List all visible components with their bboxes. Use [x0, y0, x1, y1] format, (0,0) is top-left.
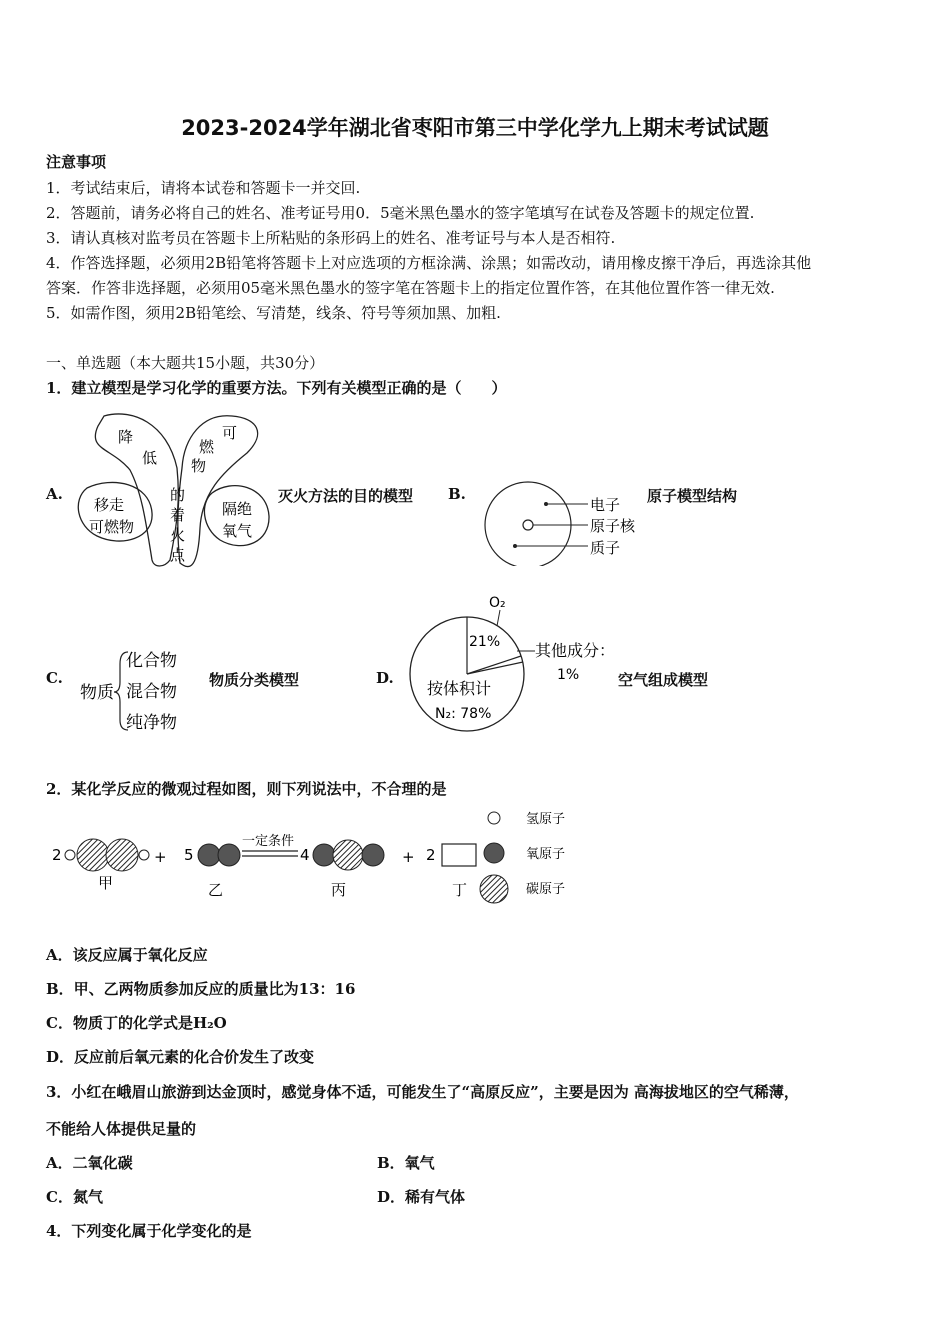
q1-option-b-caption: 原子模型结构 [647, 487, 738, 505]
notice-item-2: 2．答题前，请务必将自己的姓名、准考证号用0．5毫米黑色墨水的签字笔填写在试卷及答题卡的规定位置. [46, 204, 755, 222]
o-atom [218, 844, 240, 866]
q1-option-d-caption: 空气组成模型 [618, 671, 709, 689]
coef-ding: 2 [426, 846, 436, 864]
branch-left-char-1: 降 [118, 428, 134, 446]
n2-percent: N₂: 78% [435, 706, 492, 722]
section-heading: 一、单选题（本大题共15小题，共30分） [46, 354, 325, 372]
q1-option-c-caption: 物质分类模型 [209, 671, 300, 689]
q2-option-c: C．物质丁的化学式是H₂O [46, 1014, 227, 1032]
o-atom [313, 844, 335, 866]
name-bing: 丙 [331, 881, 347, 899]
unknown-molecule-box [442, 844, 476, 866]
proton-label: 质子 [590, 539, 621, 557]
legend-c-atom-icon [480, 875, 508, 903]
pie-slice-edge-other-2 [467, 662, 523, 674]
classification-root: 物质 [80, 683, 114, 703]
q3-option-a: A．二氧化碳 [46, 1154, 133, 1172]
legend-o-atom-icon [484, 843, 504, 863]
legend-h-atom-icon [488, 812, 500, 824]
coef-bing: 4 [300, 846, 310, 864]
q2-option-d: D．反应前后氧元素的化合价发生了改变 [46, 1048, 315, 1066]
legend-c-atom: 碳原子 [526, 882, 566, 897]
o2-percent: 21% [469, 634, 501, 650]
q1-option-c-label: C. [46, 669, 63, 687]
notice-item-4-cont: 答案．作答非选择题，必须用05毫米黑色墨水的签字笔在答题卡上的指定位置作答，在其他位置作答一律无效. [46, 279, 775, 297]
branch-left-char-2: 低 [142, 449, 158, 467]
q2-option-b: B．甲、乙两物质参加反应的质量比为13：16 [46, 980, 356, 998]
coef-yi: 5 [184, 846, 194, 864]
branch-right-char-3: 物 [191, 457, 207, 475]
air-composition-pie-figure [405, 590, 620, 735]
other-components-label: 其他成分： [535, 641, 616, 660]
plus-2: + [402, 848, 415, 866]
trunk-char-2: 着 [170, 506, 186, 524]
c-atom [77, 839, 109, 871]
isolate-oxygen-text-2: 氧气 [222, 522, 253, 540]
q3-stem-line-2: 不能给人体提供足量的 [46, 1120, 197, 1138]
branch-right-char-1: 可 [222, 424, 238, 442]
notice-heading: 注意事项 [46, 153, 107, 171]
o-atom [198, 844, 220, 866]
notice-item-4: 4．作答选择题，必须用2B铅笔将答题卡上对应选项的方框涂满、涂黑；如需改动，请用橡皮擦干净后，再选涂其他 [46, 254, 812, 272]
classification-branch-1: 化合物 [126, 651, 177, 671]
name-yi: 乙 [208, 881, 224, 899]
q3-option-b: B．氧气 [377, 1154, 435, 1172]
q1-option-a-label: A. [46, 485, 63, 503]
pie-slice-edge-other-1 [467, 656, 521, 674]
remove-fuel-text-1: 移走 [94, 496, 125, 514]
substance-classification-figure [78, 642, 194, 738]
notice-item-3: 3．请认真核对监考员在答题卡上所粘贴的条形码上的姓名、准考证号与本人是否相符. [46, 229, 616, 247]
trunk-char-4: 点 [170, 546, 186, 564]
name-jia: 甲 [98, 874, 114, 892]
o-atom [362, 844, 384, 866]
q3-option-d: D．稀有气体 [377, 1188, 466, 1206]
q2-stem: 2．某化学反应的微观过程如图，则下列说法中，不合理的是 [46, 780, 447, 798]
q3-stem-line-1: 3．小红在峨眉山旅游到达金顶时，感觉身体不适，可能发生了“高原反应”，主要是因为 高海拔地区的空气稀薄， [46, 1083, 799, 1101]
c-atom [333, 840, 363, 870]
nucleus-label: 原子核 [590, 517, 636, 535]
electron-label: 电子 [590, 496, 621, 514]
atom-model-figure [478, 480, 648, 566]
o2-label: O₂ [489, 595, 506, 611]
q2-option-a: A．该反应属于氧化反应 [46, 946, 208, 964]
h-atom [65, 850, 75, 860]
coef-jia: 2 [52, 846, 62, 864]
plus-1: + [154, 848, 167, 866]
notice-item-5: 5．如需作图，须用2B铅笔绘、写清楚，线条、符号等须加黑、加粗. [46, 304, 501, 322]
q1-stem: 1．建立模型是学习化学的重要方法。下列有关模型正确的是（ ） [46, 379, 507, 397]
q1-option-a-caption: 灭火方法的目的模型 [278, 487, 414, 505]
by-volume-label: 按体积计 [427, 679, 492, 698]
q1-option-d-label: D. [376, 669, 394, 687]
classification-branch-2: 混合物 [126, 682, 177, 702]
condition-label: 一定条件 [242, 834, 295, 849]
other-components-percent: 1% [557, 667, 580, 683]
classification-branch-3: 纯净物 [126, 713, 177, 733]
isolate-oxygen-text-1: 隔绝 [222, 500, 253, 518]
q4-stem: 4．下列变化属于化学变化的是 [46, 1222, 252, 1240]
notice-item-1: 1．考试结束后，请将本试卷和答题卡一并交回. [46, 179, 361, 197]
q1-option-b-label: B. [448, 485, 466, 503]
reaction-micro-diagram [46, 800, 606, 915]
h-atom [139, 850, 149, 860]
page-title: 2023-2024学年湖北省枣阳市第三中学化学九上期末考试试题 [181, 116, 769, 140]
legend-h-atom: 氢原子 [526, 812, 566, 827]
legend-o-atom: 氧原子 [526, 847, 566, 862]
fire-extinguish-model-figure [72, 408, 272, 573]
q3-option-c: C．氮气 [46, 1188, 103, 1206]
name-ding: 丁 [452, 881, 468, 899]
trunk-char-1: 的 [170, 486, 186, 504]
trunk-char-3: 火 [170, 526, 186, 544]
branch-right-char-2: 燃 [199, 438, 215, 456]
c-atom [106, 839, 138, 871]
remove-fuel-text-2: 可燃物 [89, 518, 135, 536]
